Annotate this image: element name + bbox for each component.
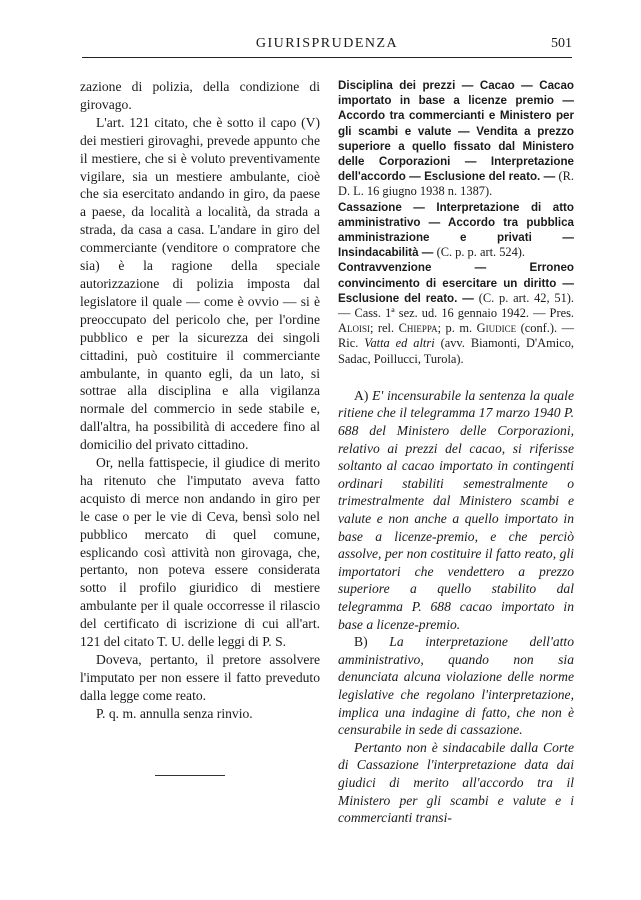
- maxim-b-text: La interpretazione dell'atto amministrativo, quando non sia denunciata alcuna violazione delle norme legislative che regolano l'interpretazione, implica una indagine di fatto, che non è censurabile in sede di cassazione.: [338, 634, 574, 738]
- cite-rel: Chieppa: [398, 321, 438, 336]
- cite-ric: Vatta ed altri: [364, 336, 435, 351]
- maxim-c-text: Pertanto non è sindacabile dalla Corte di Cassazione l'interpretazione data dai giudici di merito all'accordo tra il Ministero per gli scambi e valute e i commercianti transi-: [338, 739, 574, 826]
- left-paragraph-5: P. q. m. annulla senza rinvio.: [96, 705, 253, 721]
- headnote-prezzi-cite: (R. D. L. 16 giugno 1938 n. 1387).: [338, 169, 574, 199]
- cite-part-a: (C. p. art. 42, 51). — Cass. 1ª sez. ud. 16 gennaio 1942. — Pres.: [338, 290, 574, 321]
- left-column: [80, 78, 320, 723]
- section-end-rule: [155, 775, 225, 776]
- headnote-cassazione: [338, 200, 574, 261]
- left-paragraph-2: L'art. 121 citato, che è sotto il capo (V) dei mestieri girovaghi, prevede appunto che il mestiere, che si è voluto preventivamente vigilare, sia un mestiere ambulante, cioè che sia esercitato andando in giro, da paese a paese, da località a località, da strada a strada, da casa a casa. L'andare in giro del commerciante (venditore o compratore che sia) è la ragione della speciale autorizzazione di polizia imposta dal legislatore il quale — come è ovvio — si è preoccupato del pericolo che, per l'ordine pubblico e per la sicurezza dei singoli cittadini, può costituire il commerciante ambulante, in quanto egli, da un lato, si sottrae alla disciplina e alla vigilanza normale del commercio in sede stabile e, dall'altra, ha possibilità di accedere fino al domicilio del privato cittadino.: [80, 114, 320, 453]
- maxim-a-text: E' incensurabile la sentenza la quale ritiene che il telegramma 17 marzo 1940 P. 688 del Ministero delle Corporazioni, relativo ai prezzi del cacao, si riferisse soltanto al cacao importato in contingenti ordinari stabiliti semestralmente o trimestralmente dal Ministero scambi e valute e non anche a quello importato in base a licenze-premio, e che perciò assolve, per non costituire il fatto reato, gli importatori che vendettero a prezzo superiore a quello stabilito dal telegramma P. 688 cacao importato in base a licenze-premio.: [338, 387, 574, 632]
- cite-pres: Aloisi: [338, 321, 370, 336]
- running-header: [82, 36, 572, 58]
- right-column: [338, 78, 574, 827]
- headnote-cassazione-cite: (C. p. p. art. 524).: [436, 245, 526, 260]
- left-paragraph-3: Or, nella fattispecie, il giudice di merito ha ritenuto che l'imputato aveva fatto acquisto di merce non andando in giro per le case o per le vie di Ceva, bensì solo nel pubblico mercato di quel comune, esplicando così attività non girovaga, che, pertanto, non poteva essere considerata sotto il profilo giuridico di mestiere ambulante per il quale occorresse il rilascio del certificato di iscrizione di cui all'art. 121 del citato T. U. delle leggi di P. S.: [80, 455, 320, 650]
- left-paragraph-4: Doveva, pertanto, il pretore assolvere l'imputato per non essere il fatto preveduto dalla legge come reato.: [80, 652, 320, 703]
- maxim-b: [338, 633, 574, 739]
- cite-part-b: ; rel.: [369, 321, 399, 336]
- headnote-prezzi-text: Disciplina dei prezzi — Cacao — Cacao importato in base a licenze premio — Accordo tra commercianti e Ministero per gli scambi e valute — Vendita a prezzo superiore a quello fissato dal Ministero delle Corporazioni — Interpretazione dell'accordo — Esclusione del reato. —: [338, 79, 574, 184]
- maxim-a-mark: A): [354, 387, 373, 403]
- cite-pm: Giudice: [476, 321, 517, 336]
- maxim-c: [338, 739, 574, 827]
- cite-part-d: (conf.). — Ric.: [338, 321, 575, 351]
- cite-part-e: (avv. Biamonti, D'Amico, Sadac, Poillucci, Turola).: [338, 336, 574, 366]
- page-number: 501: [551, 36, 572, 51]
- headnote-contravvenzione-text: Contravvenzione — Erroneo convincimento di esercitare un diritto — Esclusione del reato. —: [338, 261, 574, 305]
- maxim-a: [338, 387, 574, 633]
- maxim-b-mark: B): [354, 634, 390, 650]
- header-title: GIURISPRUDENZA: [255, 36, 399, 51]
- headnote-contravvenzione: [338, 260, 574, 366]
- headnote-cassazione-text: Cassazione — Interpretazione di atto amministrativo — Accordo tra pubblica amministrazione e privati — Insindacabilità —: [338, 200, 574, 260]
- header-rule: [82, 57, 572, 58]
- cite-part-c: ; p. m.: [437, 321, 477, 336]
- left-paragraph-1: zazione di polizia, della condizione di girovago.: [80, 79, 320, 112]
- spacer: [338, 367, 574, 387]
- headnote-prezzi: [338, 78, 574, 200]
